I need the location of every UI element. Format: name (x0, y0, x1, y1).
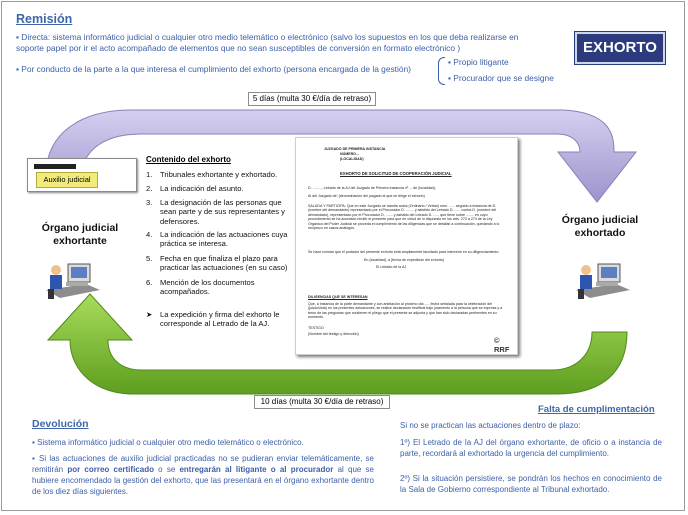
devolucion-bullet-1-text: Sistema informático judicial o cualquier otro medio telemático o electrónico. (37, 438, 304, 447)
option-own-litigant: ▪ Propio litigante (448, 57, 509, 67)
falta-intro: Si no se practican las actuaciones dentro de plazo: (400, 421, 581, 430)
list-item-text: La designación de las personas que sean parte y de sus representantes y defensores. (160, 198, 285, 226)
organ-exhortante-line2: exhortante (53, 235, 107, 247)
doc-testigo-detail: (Nombre del testigo y dirección) (308, 332, 359, 336)
doc-line-1: D. ........., Letrado de la AJ del Juzgado de Primera Instancia nº ... de (localidad), (308, 186, 436, 190)
devolucion-text-b: por correo certificado (67, 465, 154, 474)
doc-header-2: NÚMERO... (340, 152, 359, 156)
doc-header-3: (LOCALIDAD) (340, 157, 364, 161)
list-item-number: 6. (146, 278, 153, 287)
option-procurator: ▪ Procurador que se designe (448, 73, 554, 83)
list-item-number: 2. (146, 184, 153, 193)
devolucion-text-c: o se (153, 465, 180, 474)
bullet-icon: ▪ (16, 32, 22, 42)
list-item-number: 1. (146, 170, 153, 179)
list-item-text: La indicación del asunto. (160, 184, 244, 193)
devolucion-text-e: al que se hubiere encomendado la gestión del exhorto, que las presentará en el órgano exhortante dentro de los diez días siguientes. (32, 465, 375, 496)
organ-exhortante-line1: Órgano judicial (41, 222, 119, 234)
devolucion-text-a: Si las actuaciones de auxilio judicial practicadas no se pudieran enviar telemáticamente, se remitirán (32, 454, 375, 474)
option-procurator-text: Procurador que se designe (453, 73, 554, 83)
doc-place-date: En (localidad), a (fecha de expedición del exhorto) (364, 258, 445, 262)
exhorto-diagram (1, 1, 685, 511)
contenido-title: Contenido del exhorto (146, 155, 231, 164)
list-item-text: La indicación de las actuaciones cuya práctica se interesa. (160, 230, 288, 249)
devolucion-bullet-2 (32, 453, 374, 497)
organ-exhortado-title (542, 214, 658, 240)
list-item-number: 3. (146, 198, 153, 207)
doc-paragraph-2: Se hace constar que el portador del presente exhorto está ampliamente facultado para intervenir en su diligenciamiento. (308, 250, 500, 254)
list-item-number: ➤ (146, 310, 153, 319)
doc-paragraph-3: Que, a instancia de la parte demandante y con antelación al próximo día ..... fecha señalada para la celebración del (juicio/vista) en los presentes actuaciones, se realice declaración testifical bajo juramento a la persona que se expresa y a tenor de las preguntas que contienen el pliego que el presente se adjunta y que han sido declaradas pertinentes en su momento. (308, 302, 503, 320)
envelope-label: Auxilio judicial (36, 172, 98, 188)
list-item-number: 5. (146, 254, 153, 263)
list-item-text: Mención de los documentos acompañados. (160, 278, 255, 297)
list-item-text: Fecha en que finaliza el plazo para practicar las actuaciones (en su caso) (160, 254, 288, 273)
organ-exhortante-title (22, 222, 138, 248)
exhorto-badge: EXHORTO (575, 32, 665, 64)
falta-title: Falta de cumplimentación (538, 404, 655, 415)
doc-line-2: Al del Juzgado de: (denominación del juzgado al que se dirige el exhorto) (308, 194, 425, 198)
devolucion-text-d: entregarán al litigante o al procurador (179, 465, 334, 474)
organ-exhortado-line1: Órgano judicial (561, 214, 639, 226)
doc-paragraph-1: SALUDA Y PARTICIPA: Que en este Juzgado se tramita autos (Ordinario / Verbal) núm. ...... seguido a instancia de D. (nombre del demandante) representado por el Procurador D. ........ y asistido del Letrado D. ...... contra D. (nombre del demandado), representado por el Procurador D. ....... y asistido del Letrado D. ....., que tiene sobre ........ en cuyo procedimiento se ha acordado remitir el presente para que en virtud de lo dispuesto en los arts. 273 a 274 de la Ley Orgánica del Poder Judicial se proceda el cumplimiento de las diligencias que se detallan a continuación, quedando a lo recíproco en casos análogos. (308, 204, 500, 231)
bullet-icon: ▪ (32, 438, 38, 447)
bottom-arrow-label: 10 días (multa 30 €/día de retraso) (254, 395, 390, 409)
contenido-list (146, 170, 288, 340)
remision-bullet-direct-text: Directa: sistema informático judicial o cualquier otro medio telemático o electrónico (salvo los supuestos en los que deba realizarse en soporte papel por ir el acto acompañado de elementos que no sean susceptibles de conversión en formato electrónico ) (16, 32, 519, 53)
bullet-icon: ▪ (32, 454, 40, 463)
remision-title: Remisión (16, 12, 73, 26)
envelope-icon (27, 158, 137, 192)
computer-worker-icon (572, 254, 634, 304)
bullet-icon: ▪ (16, 64, 22, 74)
list-item-text: La expedición y firma del exhorto le corresponde al Letrado de la AJ. (160, 310, 280, 329)
falta-paragraph-1: 1º) El Letrado de la AJ del órgano exhortante, de oficio o a instancia de parte, recordará al exhortado la urgencia del cumplimiento. (400, 438, 662, 458)
doc-section-title: DILIGENCIAS QUE SE INTERESAN (308, 295, 368, 299)
doc-testigo: TESTIGO (308, 326, 324, 330)
organ-exhortado-line2: exhortado (574, 227, 626, 239)
list-item-number: 4. (146, 230, 153, 239)
computer-worker-icon (42, 254, 104, 304)
doc-header-1: JUZGADO DE PRIMERA INSTANCIA (324, 147, 386, 151)
devolucion-bullet-1 (32, 437, 372, 448)
devolucion-title: Devolución (32, 418, 89, 430)
remision-bullet-party-text: Por conducto de la parte a la que interesa el cumplimiento del exhorto (persona encargada de la gestión) (21, 64, 411, 74)
doc-copyright: © RRF (494, 336, 510, 354)
top-arrow-label: 5 días (multa 30 €/día de retraso) (248, 92, 376, 106)
list-item-text: Tribunales exhortante y exhortado. (160, 170, 278, 179)
doc-signature: El Letrado de la AJ (376, 265, 407, 269)
envelope-stamp-bar (34, 164, 76, 169)
exhorto-document (295, 137, 518, 355)
falta-paragraph-2: 2º) Si la situación persistiere, se pondrán los hechos en conocimiento de la Sala de Gobierno correspondiente al Tribunal exhortado. (400, 474, 662, 494)
doc-heading: EXHORTO DE SOLICITUD DE COOPERACIÓN JUDICIAL (340, 171, 452, 176)
option-own-litigant-text: Propio litigante (453, 57, 509, 67)
